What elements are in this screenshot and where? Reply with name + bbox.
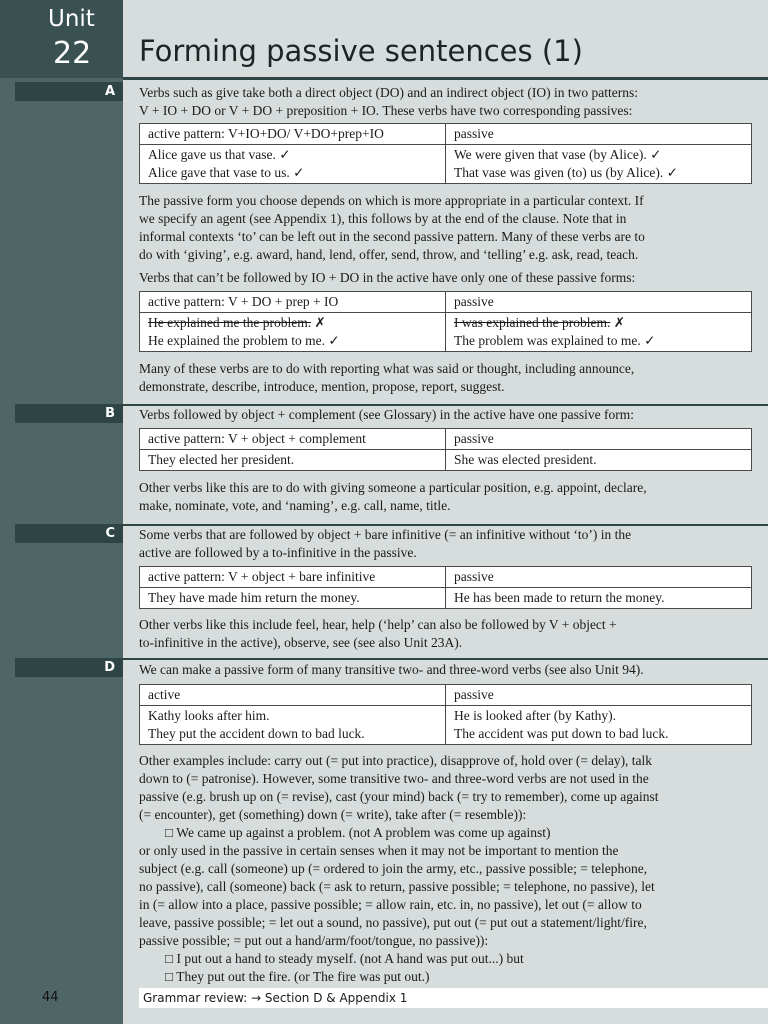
table-header-row: [140, 567, 752, 588]
text-line: subject (e.g. call (someone) up (= ordered to join the army, etc., passive possible; = telephone,: [139, 861, 648, 876]
section-tab-c: C: [15, 524, 123, 543]
section-b-para2: [139, 479, 751, 515]
table-a2: [139, 291, 752, 352]
table-cell: [446, 313, 752, 352]
section-c-para2: [139, 616, 751, 652]
section-tab-b: B: [15, 404, 123, 423]
table-row: [140, 450, 752, 471]
wrong-example: He explained me the problem.: [148, 315, 312, 330]
text-line: active are followed by a to-infinitive in the passive.: [139, 545, 417, 560]
text-line: informal contexts ‘to’ can be left out in the second passive pattern. Many of these verbs are to: [139, 229, 645, 244]
text-line: Other verbs like this are to do with giving someone a particular position, e.g. appoint, declare,: [139, 480, 647, 495]
section-b-para1: Verbs followed by object + complement (see Glossary) in the active have one passive form:: [139, 407, 634, 422]
table-header: active: [140, 685, 446, 706]
section-tab-a: A: [15, 82, 123, 101]
section-d-para1: We can make a passive form of many transitive two- and three-word verbs (see also Unit 94).: [139, 662, 644, 677]
table-cell: [446, 145, 752, 184]
text-line: V + IO + DO or V + DO + preposition + IO. These verbs have two corresponding passives:: [139, 103, 633, 118]
sidebar: [0, 0, 123, 1024]
example-bullet: □ We came up against a problem. (not A problem was come up against): [165, 825, 551, 840]
cross-mark: ✗: [311, 315, 326, 330]
cell-line: Alice gave us that vase. ✓: [148, 147, 291, 162]
table-cell: They have made him return the money.: [140, 588, 446, 609]
title-rule: [123, 77, 768, 80]
text-line: Other verbs like this include feel, hear, help (‘help’ can also be followed by V + object +: [139, 617, 617, 632]
table-header: active pattern: V + object + complement: [140, 429, 446, 450]
page-title: Forming passive sentences (1): [139, 34, 583, 68]
cell-line: [454, 314, 743, 332]
text-line: Many of these verbs are to do with reporting what was said or thought, including announce,: [139, 361, 635, 376]
text-line: passive (e.g. brush up on (= revise), cast (your mind) back (= try to remember), come up against: [139, 789, 659, 804]
section-a-para3: Verbs that can’t be followed by IO + DO in the active have only one of these passive forms:: [139, 270, 636, 285]
cross-mark: ✗: [610, 315, 626, 330]
table-header: active pattern: V+IO+DO/ V+DO+prep+IO: [140, 124, 446, 145]
table-d: [139, 684, 752, 745]
text-line: The passive form you choose depends on which is more appropriate in a particular context. If: [139, 193, 644, 208]
text-line: do with ‘giving’, e.g. award, hand, lend, offer, send, throw, and ‘telling’ e.g. ask, read, teach.: [139, 247, 639, 262]
table-header-row: [140, 429, 752, 450]
section-tab-d: D: [15, 658, 123, 677]
text-line: passive possible; = put out a hand/arm/foot/tongue, no passive)):: [139, 933, 489, 948]
cell-line: He explained the problem to me. ✓: [148, 333, 340, 348]
table-header: passive: [446, 685, 752, 706]
text-line: to-infinitive in the active), observe, see (see also Unit 23A).: [139, 635, 463, 650]
table-cell: [140, 145, 446, 184]
table-b: [139, 428, 752, 471]
table-cell: [446, 706, 752, 745]
text-line: Some verbs that are followed by object + bare infinitive (= an infinitive without ‘to’) in the: [139, 527, 632, 542]
table-a1: [139, 123, 752, 184]
example-bullet: □ They put out the fire. (or The fire was put out.): [165, 969, 430, 984]
table-cell: She was elected president.: [446, 450, 752, 471]
text-line: down to (= patronise). However, some transitive two- and three-word verbs are not used in the: [139, 771, 649, 786]
text-line: or only used in the passive in certain senses when it may not be important to mention the: [139, 843, 619, 858]
section-a-intro: [139, 84, 751, 120]
text-line: in (= allow into a place, passive possible; = allow rain, etc. in, no passive), let out (= allow to: [139, 897, 642, 912]
table-header: passive: [446, 124, 752, 145]
text-line: Verbs such as give take both a direct object (DO) and an indirect object (IO) in two patterns:: [139, 85, 638, 100]
cell-line: They put the accident down to bad luck.: [148, 726, 365, 741]
text-line: (= encounter), get (something) down (= write), take after (= resemble)):: [139, 807, 527, 822]
grammar-review-bar: Grammar review: → Section D & Appendix 1: [139, 988, 768, 1008]
cell-line: The problem was explained to me. ✓: [454, 333, 656, 348]
text-line: we specify an agent (see Appendix 1), this follows by at the end of the clause. Note that in: [139, 211, 627, 226]
text-line: Other examples include: carry out (= put into practice), disapprove of, hold over (= delay), talk: [139, 753, 653, 768]
cell-line: We were given that vase (by Alice). ✓: [454, 147, 662, 162]
table-cell: They elected her president.: [140, 450, 446, 471]
table-row: [140, 313, 752, 352]
unit-number: 22: [53, 36, 92, 71]
text-line: demonstrate, describe, introduce, mention, propose, report, suggest.: [139, 379, 505, 394]
table-cell: [140, 706, 446, 745]
text-line: no passive), call (someone) back (= ask to return, passive possible; = telephone, no passive), let: [139, 879, 655, 894]
table-header: passive: [446, 429, 752, 450]
table-header: active pattern: V + object + bare infinitive: [140, 567, 446, 588]
table-row: [140, 706, 752, 745]
wrong-example: I was explained the problem.: [454, 315, 611, 330]
section-a-para2: [139, 192, 751, 264]
unit-label: Unit: [48, 6, 95, 32]
table-header-row: [140, 124, 752, 145]
table-header-row: [140, 292, 752, 313]
text-line: leave, passive possible; = let out a sound, no passive), put out (= put out a statement/light/fire,: [139, 915, 647, 930]
cell-line: That vase was given (to) us (by Alice). ✓: [454, 165, 678, 180]
cell-line: Alice gave that vase to us. ✓: [148, 165, 305, 180]
section-d-body: [139, 752, 751, 986]
page-number: 44: [42, 990, 59, 1005]
table-header-row: [140, 685, 752, 706]
table-row: [140, 145, 752, 184]
table-row: [140, 588, 752, 609]
cell-line: He is looked after (by Kathy).: [454, 708, 616, 723]
example-bullet: □ I put out a hand to steady myself. (not A hand was put out...) but: [165, 951, 524, 966]
section-a-para4: [139, 360, 751, 396]
section-d-rule: [15, 658, 768, 660]
table-header: passive: [446, 292, 752, 313]
table-cell: He has been made to return the money.: [446, 588, 752, 609]
section-c-para1: [139, 526, 751, 562]
cell-line: Kathy looks after him.: [148, 708, 270, 723]
cell-line: [148, 314, 437, 332]
text-line: make, nominate, vote, and ‘naming’, e.g. call, name, title.: [139, 498, 451, 513]
cell-line: The accident was put down to bad luck.: [454, 726, 669, 741]
unit-box: [0, 0, 123, 78]
table-cell: [140, 313, 446, 352]
table-header: active pattern: V + DO + prep + IO: [140, 292, 446, 313]
table-header: passive: [446, 567, 752, 588]
table-c: [139, 566, 752, 609]
